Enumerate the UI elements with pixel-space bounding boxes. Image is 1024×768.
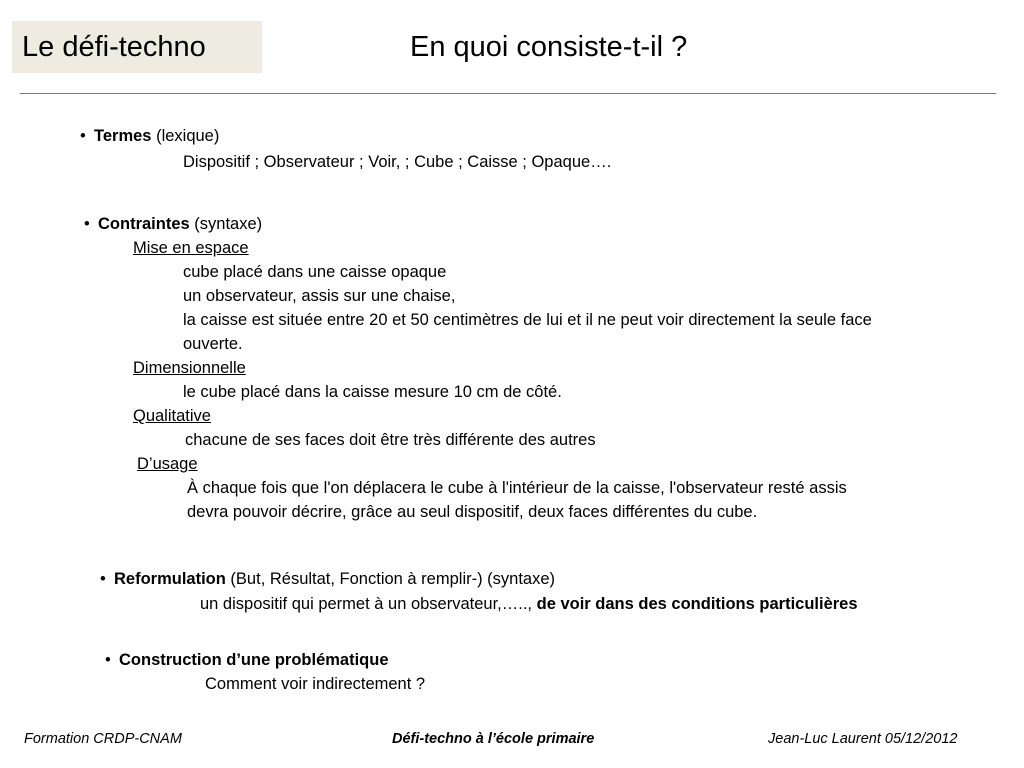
dimensionnelle-line: le cube placé dans la caisse mesure 10 cm de côté. xyxy=(183,383,562,401)
termes-body: Dispositif ; Observateur ; Voir, ; Cube ; Caisse ; Opaque…. xyxy=(183,153,612,171)
usage-title: D’usage xyxy=(137,455,198,473)
termes-label: Termes xyxy=(94,127,152,145)
construction-label: Construction d’une problématique xyxy=(119,651,389,669)
reformulation-body-text: un dispositif qui permet à un observateur,….., xyxy=(200,595,537,613)
bullet: • xyxy=(80,127,86,145)
footer-left: Formation CRDP-CNAM xyxy=(24,731,182,747)
footer-right: Jean-Luc Laurent 05/12/2012 xyxy=(768,731,958,747)
header-divider xyxy=(20,93,996,94)
contraintes-label: Contraintes xyxy=(98,215,190,233)
usage-line: À chaque fois que l'on déplacera le cube à l'intérieur de la caisse, l'observateur resté assis xyxy=(187,479,847,497)
usage-line: devra pouvoir décrire, grâce au seul dispositif, deux faces différentes du cube. xyxy=(187,503,758,521)
contraintes-heading xyxy=(84,214,262,234)
termes-label-suffix: (lexique) xyxy=(151,127,220,145)
mise-en-espace-line: la caisse est située entre 20 et 50 centimètres de lui et il ne peut voir directement la seule face xyxy=(183,311,872,329)
qualitative-title: Qualitative xyxy=(133,407,211,425)
slide-title: Le défi-techno xyxy=(22,31,206,63)
mise-en-espace-line: un observateur, assis sur une chaise, xyxy=(183,287,456,305)
mise-en-espace-title: Mise en espace xyxy=(133,239,249,257)
bullet: • xyxy=(105,651,111,669)
qualitative-line: chacune de ses faces doit être très différente des autres xyxy=(185,431,596,449)
bullet: • xyxy=(84,215,90,233)
bullet: • xyxy=(100,570,106,588)
dimensionnelle-title: Dimensionnelle xyxy=(133,359,246,377)
construction-heading xyxy=(105,650,389,670)
footer-center: Défi-techno à l’école primaire xyxy=(392,731,595,747)
reformulation-label: Reformulation xyxy=(114,570,226,588)
termes-heading xyxy=(80,126,219,146)
construction-body: Comment voir indirectement ? xyxy=(205,675,426,693)
slide-heading: En quoi consiste-t-il ? xyxy=(410,31,688,63)
reformulation-heading xyxy=(100,569,555,589)
reformulation-body xyxy=(200,594,858,614)
reformulation-label-suffix: (But, Résultat, Fonction à remplir-) (syntaxe) xyxy=(225,570,556,588)
mise-en-espace-line: cube placé dans une caisse opaque xyxy=(183,263,447,281)
contraintes-label-suffix: (syntaxe) xyxy=(189,215,263,233)
mise-en-espace-line: ouverte. xyxy=(183,335,243,353)
reformulation-body-emphasis: de voir dans des conditions particulières xyxy=(536,595,858,613)
